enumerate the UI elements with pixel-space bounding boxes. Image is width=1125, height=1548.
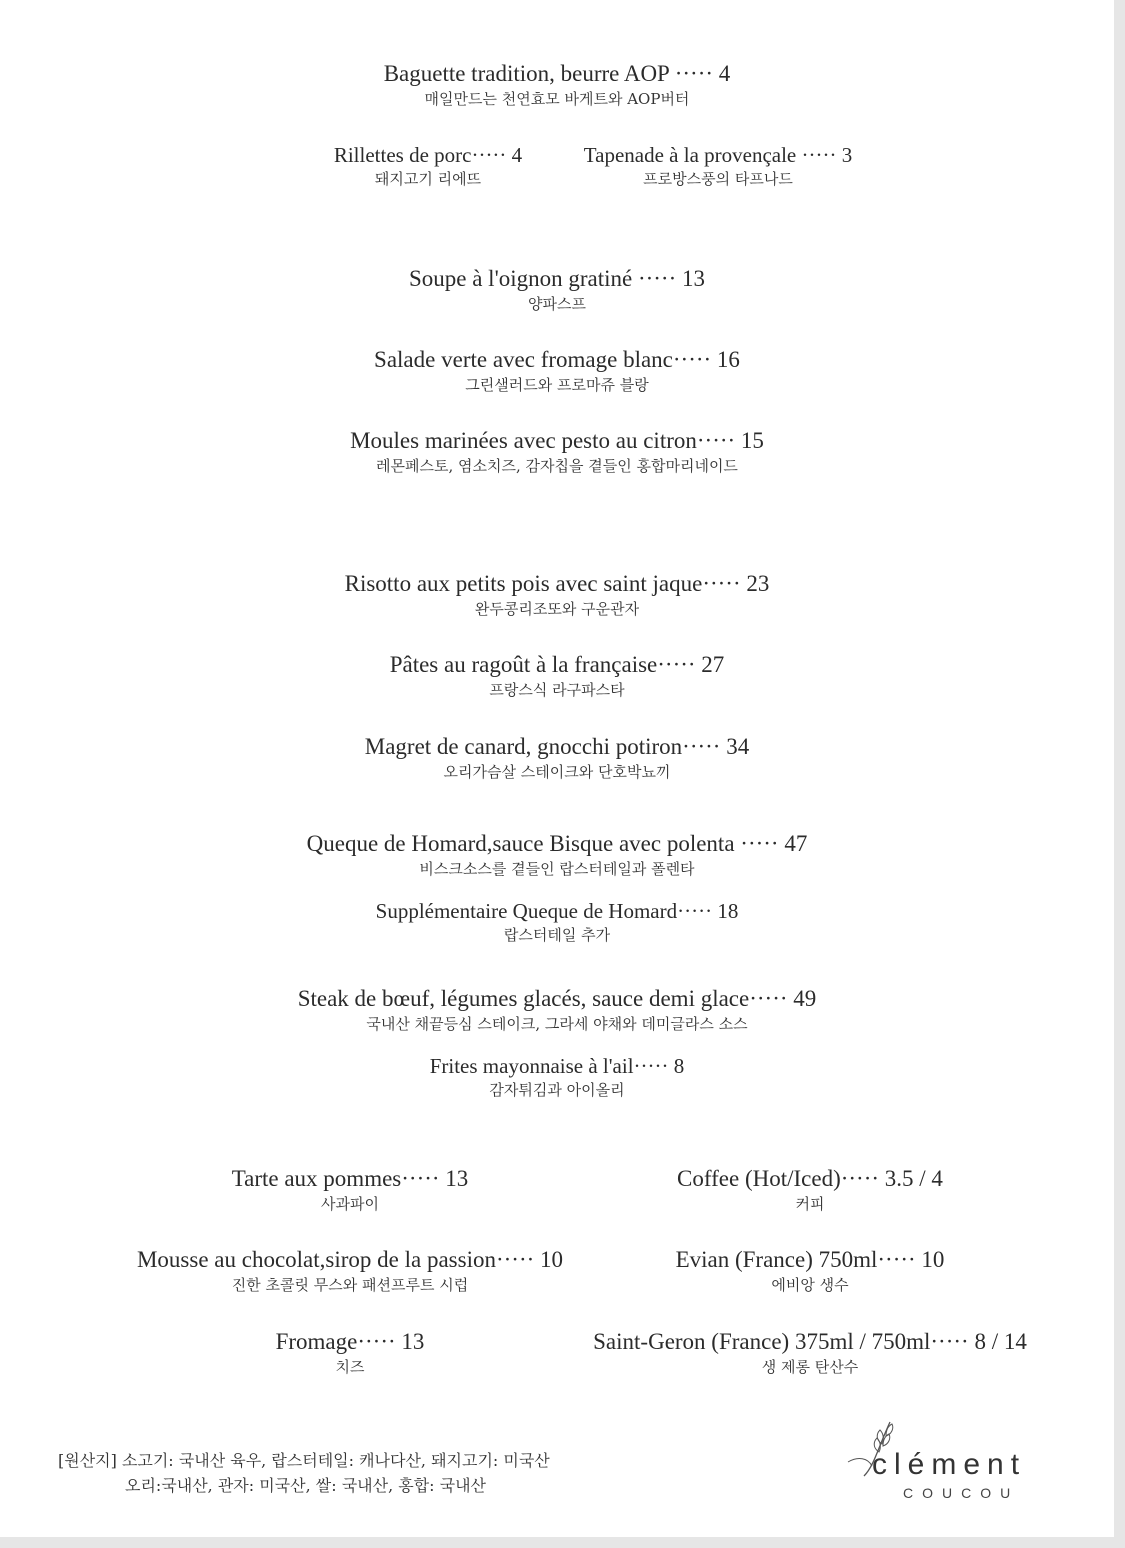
item-name: Fromage····· 13 <box>275 1329 425 1354</box>
item-name: Magret de canard, gnocchi potiron····· 34 <box>364 734 750 759</box>
brand-logo <box>842 1418 1052 1508</box>
item-korean: 프랑스식 라구파스타 <box>489 681 625 699</box>
menu-item-magret <box>0 733 1114 782</box>
item-name: Tarte aux pommes····· 13 <box>231 1166 469 1191</box>
menu-item-tarte <box>50 1165 650 1214</box>
item-korean: 사과파이 <box>321 1195 379 1213</box>
item-name: Soupe à l'oignon gratiné ····· 13 <box>408 266 706 291</box>
item-name: Coffee (Hot/Iced)····· 3.5 / 4 <box>677 1166 943 1191</box>
item-name: Baguette tradition, beurre AOP ····· 4 <box>383 61 731 86</box>
logo-subtitle: COUCOU <box>903 1485 1020 1501</box>
item-name: Saint-Geron (France) 375ml / 750ml····· 8 / 14 <box>593 1329 1027 1354</box>
menu-item-soupe <box>0 265 1114 314</box>
menu-item-salade <box>0 346 1114 395</box>
page-edge-bottom <box>0 1537 1125 1548</box>
item-name: Pâtes au ragoût à la française····· 27 <box>389 652 725 677</box>
item-korean: 국내산 채끝등심 스테이크, 그라세 야채와 데미글라스 소스 <box>366 1015 748 1033</box>
item-korean: 진한 초콜릿 무스와 패션프루트 시럽 <box>231 1276 469 1294</box>
item-name: Salade verte avec fromage blanc····· 16 <box>374 347 740 372</box>
item-korean: 생 제롱 탄산수 <box>761 1358 859 1376</box>
item-korean: 매일만드는 천연효모 바게트와 AOP버터 <box>424 90 690 108</box>
item-name: Steak de bœuf, légumes glacés, sauce demi glace····· 49 <box>297 986 817 1011</box>
item-korean: 감자튀김과 아이올리 <box>489 1081 625 1099</box>
menu-item-pates <box>0 651 1114 700</box>
item-name: Rillettes de porc····· 4 <box>333 143 523 167</box>
item-korean: 그린샐러드와 프로마쥬 블랑 <box>465 376 649 394</box>
menu-item-baguette <box>0 60 1114 109</box>
item-korean: 랍스터테일 추가 <box>503 926 611 944</box>
item-name: Evian (France) 750ml····· 10 <box>675 1247 945 1272</box>
menu-item-risotto <box>0 570 1114 619</box>
menu-item-steak <box>0 985 1114 1034</box>
menu-item-fromage <box>50 1328 650 1377</box>
item-name: Frites mayonnaise à l'ail····· 8 <box>429 1054 685 1078</box>
menu-item-supplement <box>0 898 1114 945</box>
menu-item-frites <box>0 1053 1114 1100</box>
menu-item-saint-geron <box>580 1328 1040 1377</box>
item-korean: 양파스프 <box>528 295 586 313</box>
origin-note-line2: 오리:국내산, 관자: 미국산, 쌀: 국내산, 홍합: 국내산 <box>125 1476 487 1495</box>
item-korean: 돼지고기 리에뜨 <box>374 170 482 188</box>
menu-item-coffee <box>580 1165 1040 1214</box>
item-korean: 오리가슴살 스테이크와 단호박뇨끼 <box>443 763 671 781</box>
item-korean: 치즈 <box>335 1358 365 1376</box>
menu-item-rillettes <box>288 142 568 189</box>
origin-note-line1: [원산지] 소고기: 국내산 육우, 랍스터테일: 캐나다산, 돼지고기: 미국산 <box>58 1451 550 1470</box>
item-name: Supplémentaire Queque de Homard····· 18 <box>375 899 739 923</box>
origin-note <box>58 1448 550 1498</box>
menu-item-mousse <box>50 1246 650 1295</box>
menu-item-homard <box>0 830 1114 879</box>
item-korean: 프로방스풍의 타프나드 <box>643 170 793 188</box>
item-korean: 완두콩리조또와 구운관자 <box>474 600 640 618</box>
item-korean: 비스크소스를 곁들인 랍스터테일과 폴렌타 <box>419 860 695 878</box>
item-name: Mousse au chocolat,sirop de la passion····· 10 <box>136 1247 564 1272</box>
item-korean: 에비앙 생수 <box>771 1276 849 1294</box>
item-name: Risotto aux petits pois avec saint jaque····· 23 <box>344 571 770 596</box>
page-edge-right <box>1114 0 1125 1548</box>
item-name: Queque de Homard,sauce Bisque avec polenta ····· 47 <box>306 831 808 856</box>
menu-item-evian <box>580 1246 1040 1295</box>
item-korean: 커피 <box>795 1195 825 1213</box>
item-korean: 레몬페스토, 염소치즈, 감자칩을 곁들인 홍합마리네이드 <box>376 457 738 475</box>
menu-item-tapenade <box>560 142 876 189</box>
logo-wordmark: clément <box>872 1448 1027 1481</box>
menu-item-moules <box>0 427 1114 476</box>
item-name: Tapenade à la provençale ····· 3 <box>583 143 853 167</box>
item-name: Moules marinées avec pesto au citron····· 15 <box>350 428 764 453</box>
